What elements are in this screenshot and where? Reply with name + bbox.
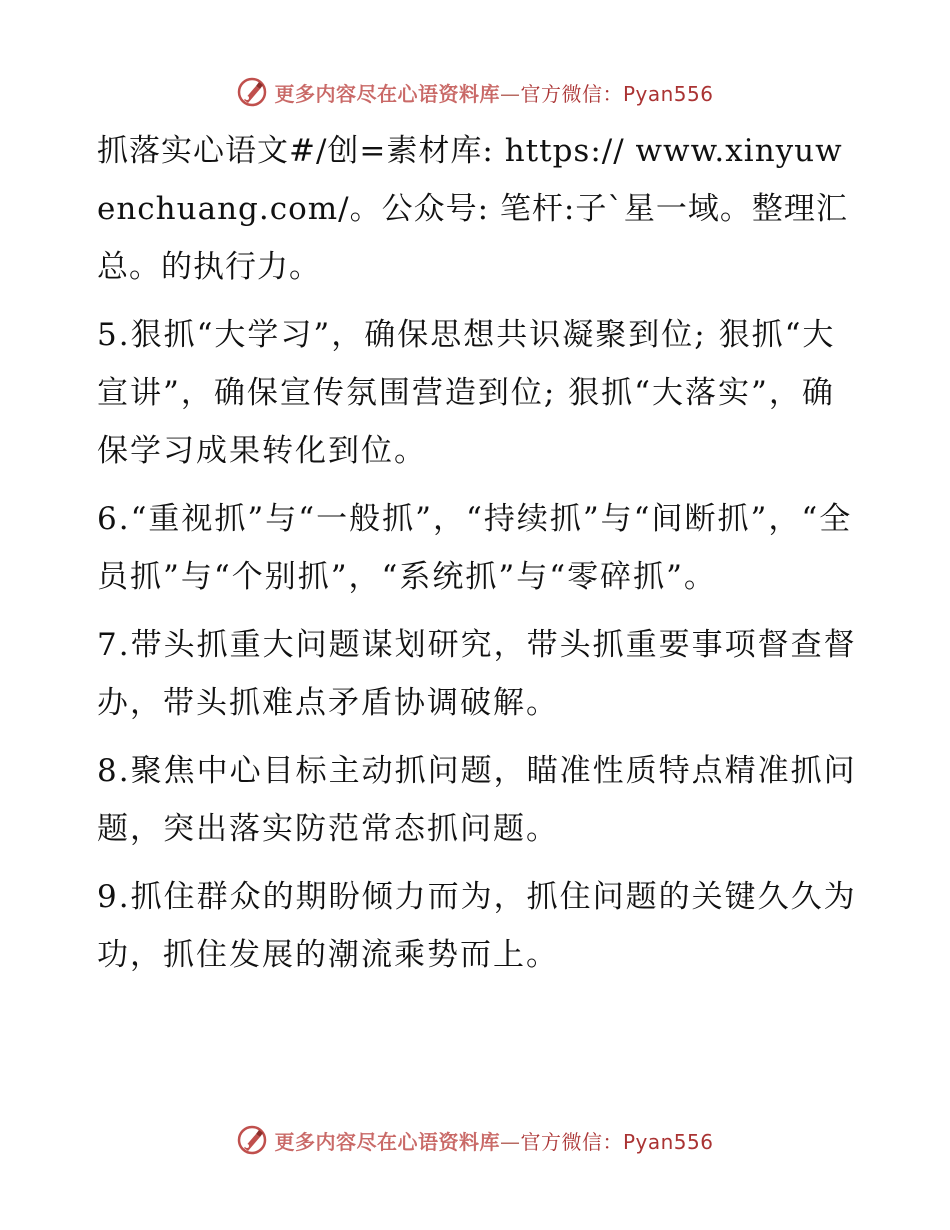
document-body: [97, 122, 857, 984]
paragraph-item-6: 6.“重视抓”与“一般抓”，“持续抓”与“间断抓”，“全员抓”与“个别抓”，“系统抓”与“零碎抓”。: [97, 501, 853, 595]
banner-dash: —: [499, 81, 521, 106]
footer-banner: [0, 1120, 950, 1160]
header-banner: [0, 72, 950, 112]
paragraph-item-5: 5.狠抓“大学习”，确保思想共识凝聚到位; 狠抓“大宣讲”，确保宣传氛围营造到位; 狠抓“大落实”，确保学习成果转化到位。: [97, 317, 836, 469]
banner-site-text: 更多内容尽在心语资料库: [274, 1129, 500, 1154]
pen-logo-icon: [236, 1124, 268, 1156]
banner-site-text: 更多内容尽在心语资料库: [274, 81, 500, 106]
banner-text: [274, 78, 713, 107]
pen-logo-icon: [236, 76, 268, 108]
banner-wechat-text: 官方微信：Pyan556: [520, 1129, 714, 1154]
paragraph-intro: 抓落实心语文#/创=素材库: https:// www.xinyuwenchuang.com/。公众号: 笔杆:子`星一域。整理汇总。的执行力。: [97, 133, 848, 285]
paragraph-item-7: 7.带头抓重大问题谋划研究，带头抓重要事项督查督办，带头抓难点矛盾协调破解。: [97, 627, 857, 721]
paragraph-item-8: 8.聚焦中心目标主动抓问题，瞄准性质特点精准抓问题，突出落实防范常态抓问题。: [97, 753, 857, 847]
banner-wechat-text: 官方微信：Pyan556: [520, 81, 714, 106]
paragraph-item-9: 9.抓住群众的期盼倾力而为，抓住问题的关键久久为功，抓住发展的潮流乘势而上。: [97, 879, 857, 973]
banner-dash: —: [499, 1129, 521, 1154]
banner-text: [274, 1126, 713, 1155]
